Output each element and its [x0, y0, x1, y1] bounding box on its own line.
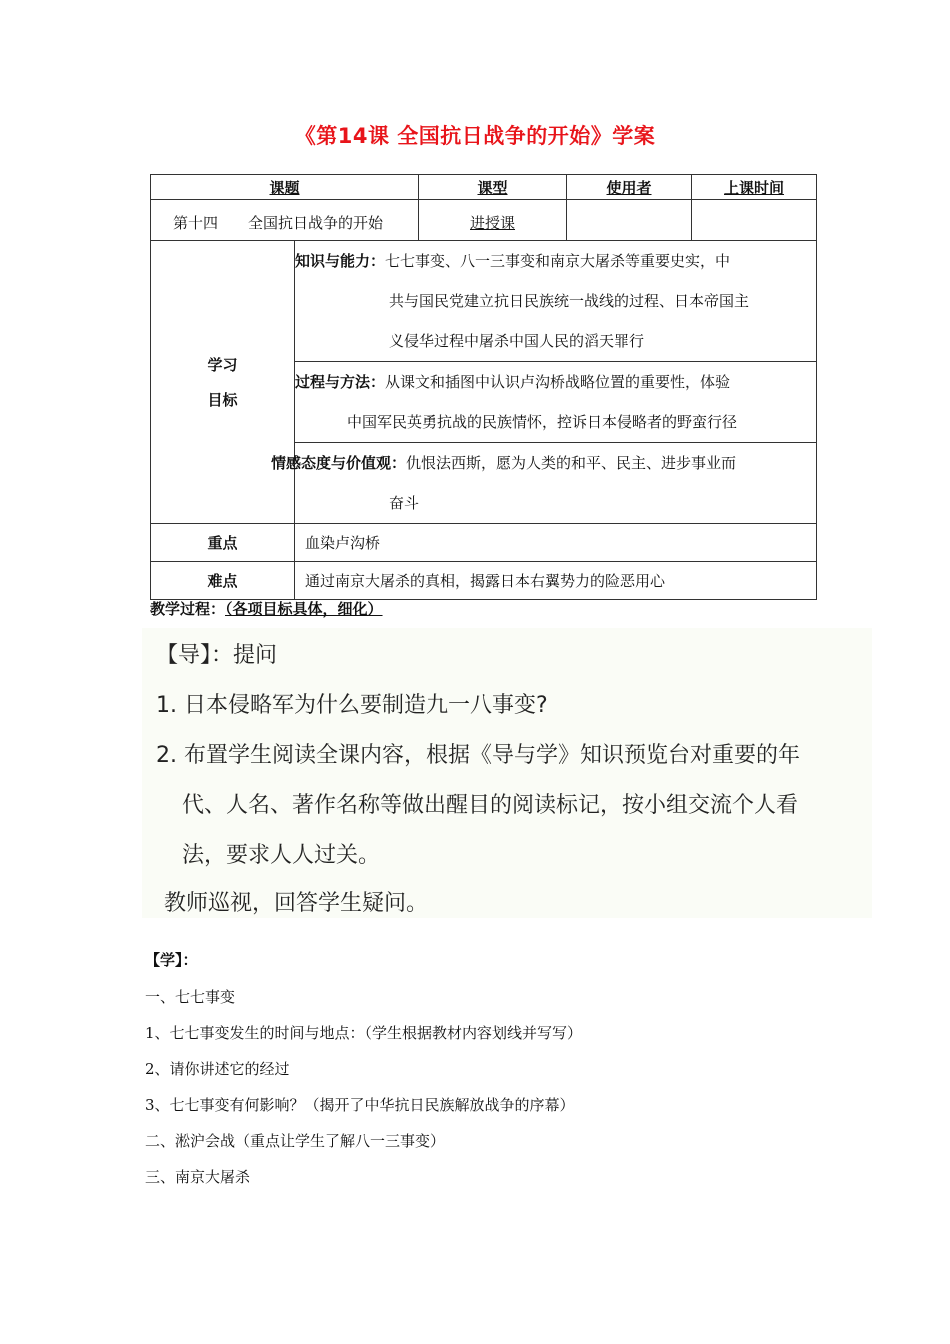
teaching-process-label: 教学过程：	[150, 600, 226, 618]
difficulty-value: 通过南京大屠杀的真相，揭露日本右翼势力的险恶用心	[295, 562, 817, 600]
study-item-1-1: 1、七七事变发生的时间与地点：（学生根据教材内容划线并写写）	[145, 1024, 583, 1042]
study-item-1-2: 2、请你讲述它的经过	[145, 1060, 290, 1078]
process-objective: 过程与方法：从课文和插图中认识卢沟桥战略位置的重要性，体验 中国军民英勇抗战的民族情怀，控诉日本侵略者的野蛮行径	[295, 362, 817, 443]
key-value: 血染卢沟桥	[295, 524, 817, 562]
study-section-2: 二、淞沪会战（重点让学生了解八一三事变）	[145, 1132, 446, 1150]
difficulty-label: 难点	[151, 562, 295, 600]
emotion-objective: 情感态度与价值观：仇恨法西斯，愿为人类的和平、民主、进步事业而 奋斗	[295, 443, 817, 524]
header-time: 上课时间	[692, 175, 817, 200]
teaching-process-heading	[150, 598, 383, 619]
lead-teacher-note: 教师巡视，回答学生疑问。	[164, 891, 429, 916]
user-cell[interactable]	[567, 200, 692, 241]
lesson-title: 全国抗日战争的开始	[248, 213, 384, 232]
difficulty-row	[151, 562, 817, 600]
study-section-3: 三、南京大屠杀	[145, 1168, 251, 1186]
lead-heading: 【导】：提问	[156, 643, 278, 668]
objectives-label: 学习 目标	[151, 241, 295, 524]
study-item-1-3: 3、七七事变有何影响？（揭开了中华抗日民族解放战争的序幕）	[145, 1096, 575, 1114]
lesson-plan-table	[150, 174, 817, 600]
lead-item-2-line-2: 代、人名、著作名称等做出醒目的阅读标记，按小组交流个人看	[182, 793, 799, 818]
teaching-process-note: （各项目标具体，细化）	[225, 600, 383, 618]
lead-item-2-line-3: 法，要求人人过关。	[182, 843, 381, 868]
knowledge-objective: 知识与能力：七七事变、八一三事变和南京大屠杀等重要史实，中 共与国民党建立抗日民族统一战线的过程、日本帝国主 义侵华过程中屠杀中国人民的滔天罪行	[295, 241, 817, 362]
table-header-row	[151, 175, 817, 200]
objective-knowledge-row	[151, 241, 817, 362]
header-topic: 课题	[151, 175, 419, 200]
header-user: 使用者	[567, 175, 692, 200]
header-type: 课型	[419, 175, 567, 200]
time-cell[interactable]	[692, 200, 817, 241]
lead-item-1: 1. 日本侵略军为什么要制造九一八事变?	[156, 693, 548, 718]
study-section-1: 一、七七事变	[145, 988, 236, 1006]
study-heading: 【学】：	[145, 951, 198, 969]
lesson-info-row	[151, 200, 817, 241]
page-title: 《第14课 全国抗日战争的开始》学案	[294, 124, 656, 148]
lead-item-2-line-1: 2. 布置学生阅读全课内容，根据《导与学》知识预览台对重要的年	[156, 743, 800, 768]
key-label: 重点	[151, 524, 295, 562]
lesson-topic-cell	[151, 200, 419, 241]
lead-section-image	[142, 628, 872, 918]
lesson-number: 第十四	[173, 213, 219, 232]
key-point-row	[151, 524, 817, 562]
lesson-type-cell: 进授课	[419, 200, 567, 241]
